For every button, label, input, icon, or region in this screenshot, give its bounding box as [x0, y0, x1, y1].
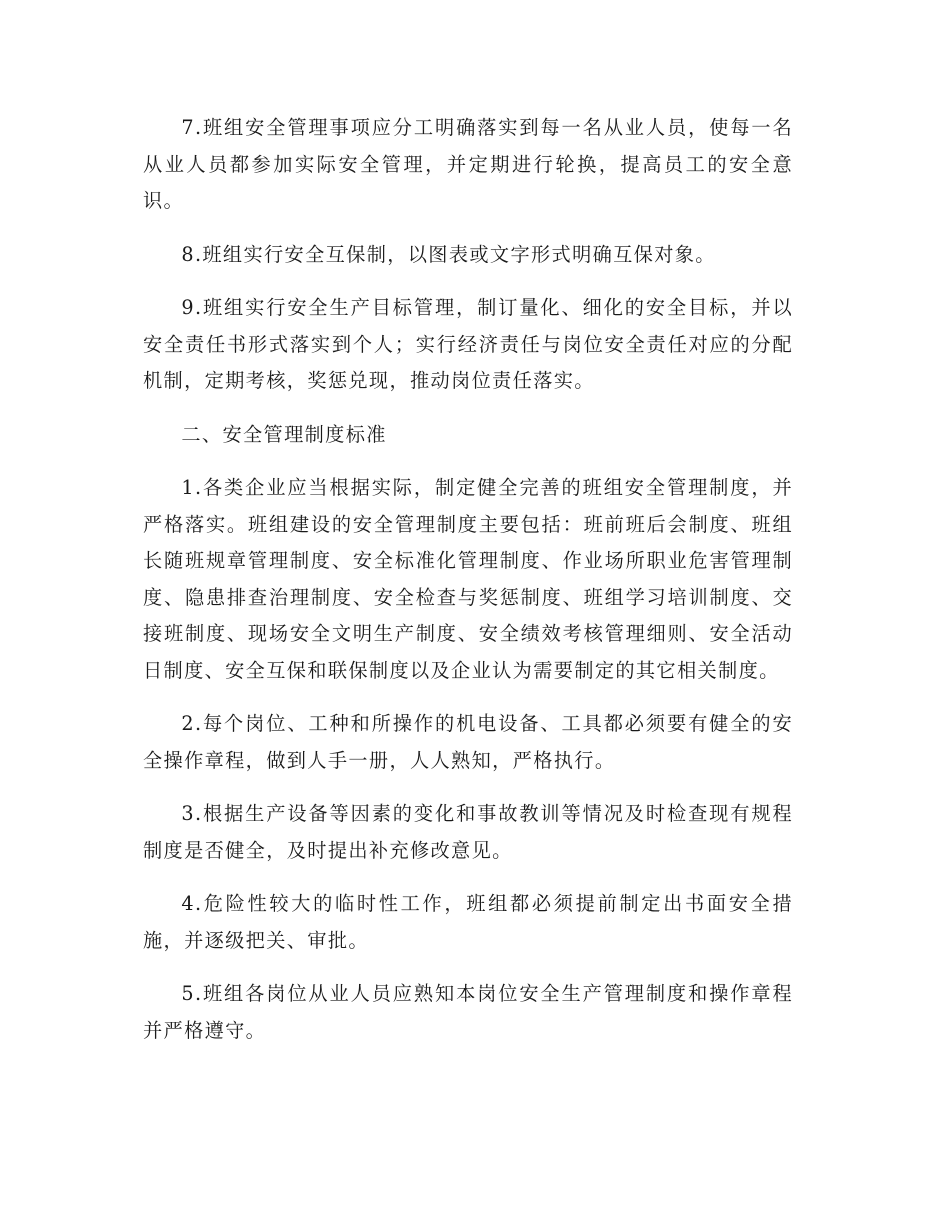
paragraph-item-2: 2.每个岗位、工种和所操作的机电设备、工具都必须要有健全的安全操作章程，做到人手一册，人人熟知，严格执行。 [143, 712, 793, 772]
paragraph-item-5: 5.班组各岗位从业人员应熟知本岗位安全生产管理制度和操作章程并严格遵守。 [143, 982, 793, 1042]
paragraph-item-8: 8.班组实行安全互保制，以图表或文字形式明确互保对象。 [181, 242, 716, 266]
paragraph-item-1: 1.各类企业应当根据实际，制定健全完善的班组安全管理制度，并严格落实。班组建设的安全管理制度主要包括：班前班后会制度、班组长随班规章管理制度、安全标准化管理制度、作业场所职业危害管理制度、隐患排查治理制度、安全检查与奖惩制度、班组学习培训制度、交接班制度、现场安全文明生产制度、安全绩效考核管理细则、安全活动日制度、安全互保和联保制度以及企业认为需要制定的其它相关制度。 [143, 476, 793, 682]
paragraph-item-7: 7.班组安全管理事项应分工明确落实到每一名从业人员，使每一名从业人员都参加实际安全管理，并定期进行轮换，提高员工的安全意识。 [143, 116, 793, 212]
paragraph-item-4: 4.危险性较大的临时性工作，班组都必须提前制定出书面安全措施，并逐级把关、审批。 [143, 892, 793, 952]
paragraph-item-3: 3.根据生产设备等因素的变化和事故教训等情况及时检查现有规程制度是否健全，及时提出补充修改意见。 [143, 802, 793, 862]
paragraph-item-9: 9.班组实行安全生产目标管理，制订量化、细化的安全目标，并以安全责任书形式落实到个人；实行经济责任与岗位安全责任对应的分配机制，定期考核，奖惩兑现，推动岗位责任落实。 [143, 296, 793, 392]
section-heading: 二、安全管理制度标准 [181, 422, 387, 446]
document-page [143, 110, 793, 1049]
